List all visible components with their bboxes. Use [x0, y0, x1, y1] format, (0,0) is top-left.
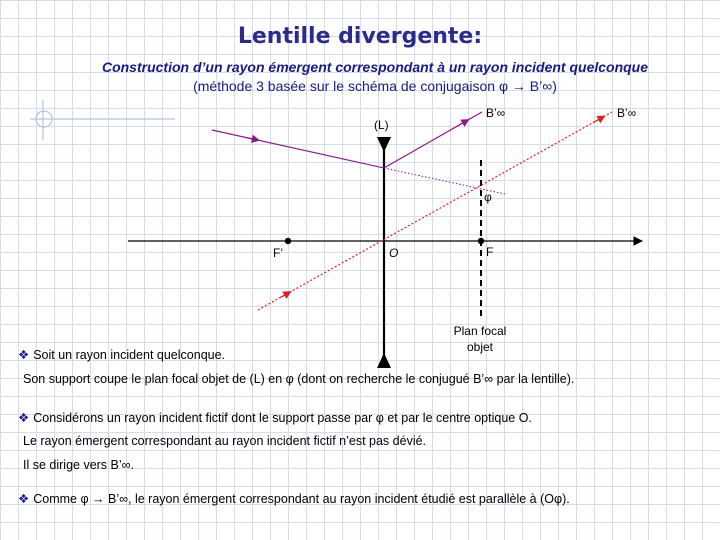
subtitle: Construction d’un rayon émergent correspondant à un rayon incident quelconque — [101, 59, 649, 75]
diamond-bullet-icon: ❖ — [18, 492, 30, 506]
focus-image-point — [285, 238, 291, 244]
diamond-bullet-icon: ❖ — [18, 411, 30, 425]
phi-label: φ — [484, 190, 492, 204]
paragraph-3-bullet — [18, 491, 570, 506]
paragraph-1-bullet — [18, 347, 225, 362]
paragraph-3-text: Comme φ → B’∞, le rayon émergent correspondant au rayon incident étudié est parallèle à (Oφ). — [33, 492, 570, 506]
focal-plane-label-line1: Plan focal — [453, 324, 507, 338]
focus-object-label: F — [486, 245, 494, 259]
diamond-bullet-icon: ❖ — [18, 348, 30, 362]
b-inf-label-emergent: B’∞ — [486, 106, 506, 120]
paragraph-2-bullet — [18, 410, 532, 425]
paragraph-1-text: Soit un rayon incident quelconque. — [33, 348, 226, 362]
center-label: O — [389, 246, 399, 260]
paragraph-2-text: Considérons un rayon incident fictif dont le support passe par φ et par le centre optique O. — [33, 411, 532, 425]
incident-ray — [212, 130, 384, 168]
lens-label: (L) — [374, 118, 389, 132]
b-inf-label-fictive: B’∞ — [617, 106, 637, 120]
circle-crosshair-icon — [30, 100, 175, 140]
page-title: Lentille divergente: — [237, 24, 483, 49]
emergent-ray — [384, 112, 482, 168]
paragraph-2-line2: Le rayon émergent correspondant au rayon incident fictif n’est pas dévié. — [23, 434, 427, 448]
focal-plane-label-line2: objet — [466, 340, 494, 354]
fictive-ray — [258, 112, 612, 310]
paragraph-1-line2: Son support coupe le plan focal objet de (L) en φ (dont on recherche le conjugué B’∞ par la lentille). — [23, 372, 575, 386]
method-note: (méthode 3 basée sur le schéma de conjugaison φ → B’∞) — [193, 78, 557, 94]
focus-image-label: F’ — [273, 246, 283, 260]
paragraph-2-line3: Il se dirige vers B’∞. — [23, 458, 135, 472]
